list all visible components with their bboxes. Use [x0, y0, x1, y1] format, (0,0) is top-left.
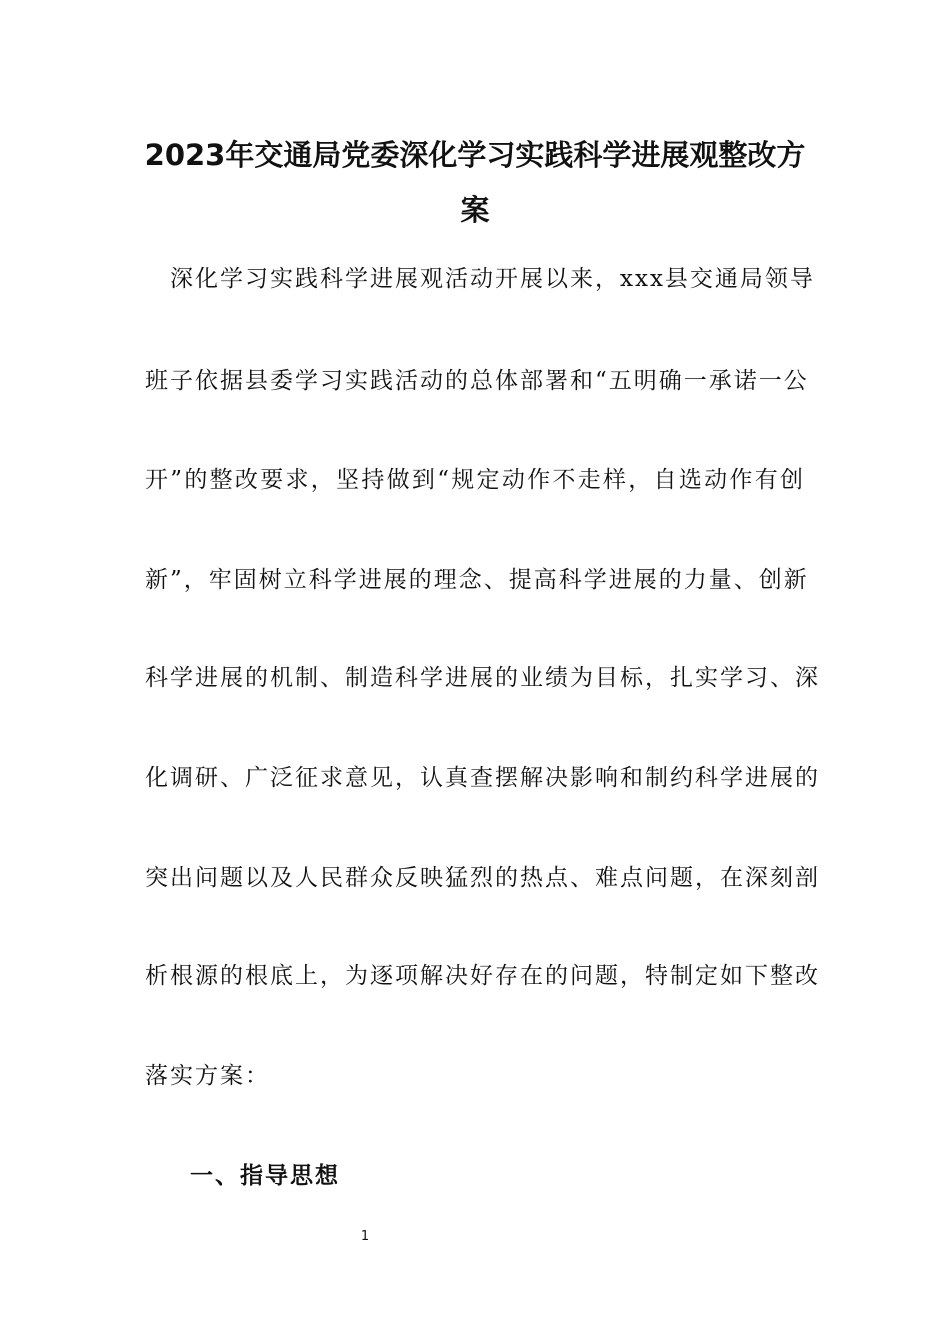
body-line-5: 科学进展的机制、制造科学进展的业绩为目标，扎实学习、深: [145, 665, 820, 691]
body-line-3: 开”的整改要求，坚持做到“规定动作不走样，自选动作有创: [145, 467, 805, 493]
document-title-line-1: 2023年交通局党委深化学习实践科学进展观整改方: [144, 138, 806, 172]
body-line-9: 落实方案：: [145, 1063, 270, 1089]
body-line-6: 化调研、广泛征求意见，认真查摆解决影响和制约科学进展的: [145, 765, 820, 791]
document-title-line-2: 案: [460, 193, 490, 227]
body-line-8: 析根源的根底上，为逐项解决好存在的问题，特制定如下整改: [145, 963, 820, 989]
body-line-7: 突出问题以及人民群众反映猛烈的热点、难点问题，在深刻剖: [145, 865, 820, 891]
page-number: 1: [360, 1229, 370, 1244]
body-line-1: 深化学习实践科学进展观活动开展以来，xxx县交通局领导: [170, 266, 815, 292]
section-heading: 一、指导思想: [190, 1162, 340, 1189]
body-line-2: 班子依据县委学习实践活动的总体部署和“五明确一承诺一公: [145, 368, 809, 394]
body-line-4: 新”，牢固树立科学进展的理念、提高科学进展的力量、创新: [145, 567, 809, 593]
